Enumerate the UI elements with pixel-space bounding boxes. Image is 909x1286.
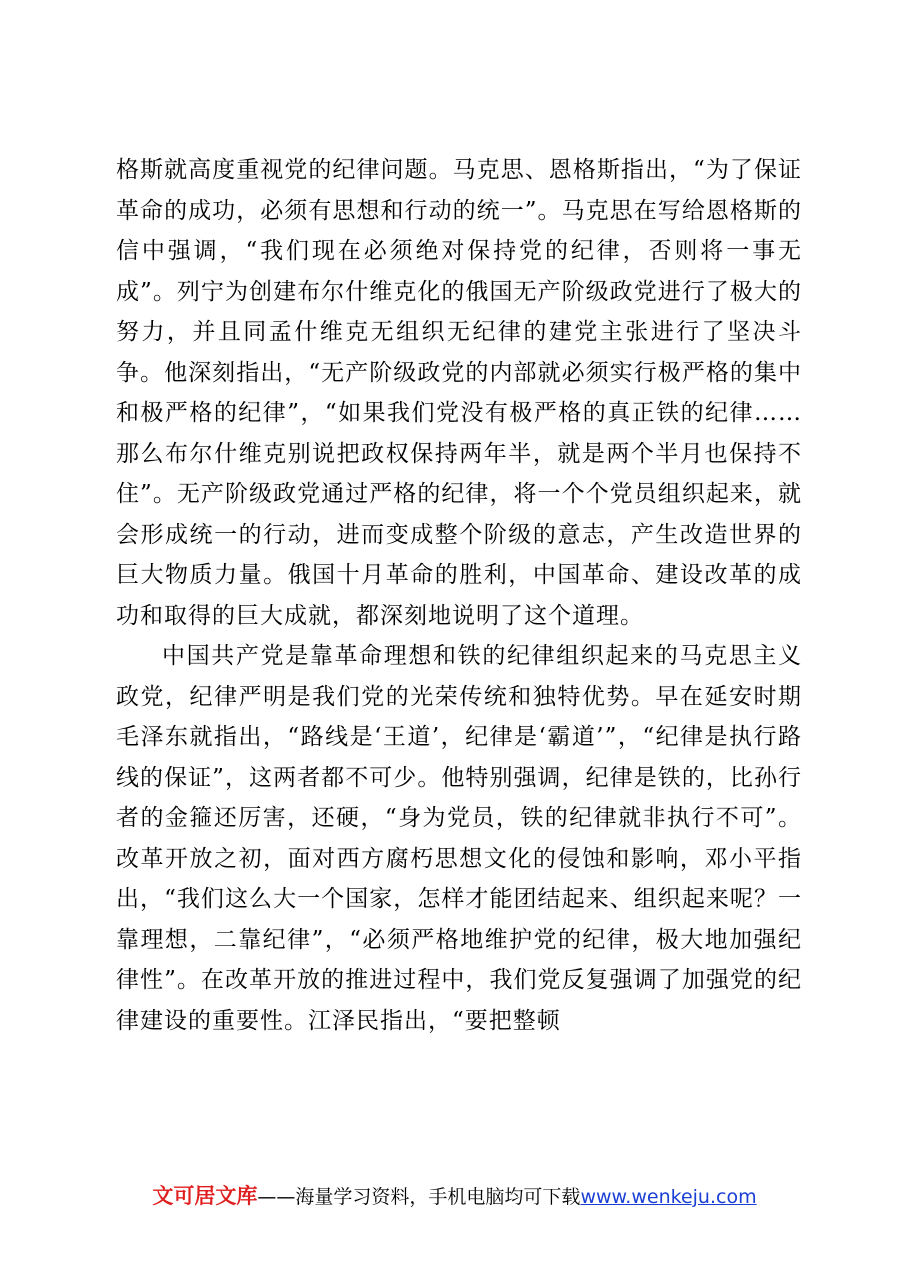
footer-website-link[interactable]: www.wenkeju.com <box>580 1186 757 1208</box>
footer-banner <box>0 1180 909 1210</box>
footer-brand-name: 文可居文库 <box>152 1184 258 1208</box>
paragraph-1: 格斯就高度重视党的纪律问题。马克思、恩格斯指出，“为了保证革命的成功，必须有思想和行动的统一”。马克思在写给恩格斯的信中强调，“我们现在必须绝对保持党的纪律，否则将一事无成”。列宁为创建布尔什维克化的俄国无产阶级政党进行了极大的努力，并且同孟什维克无组织无纪律的建党主张进行了坚决斗争。他深刻指出，“无产阶级政党的内部就必须实行极严格的集中和极严格的纪律”，“如果我们党没有极严格的真正铁的纪律……那么布尔什维克别说把政权保持两年半，就是两个半月也保持不住”。无产阶级政党通过严格的纪律，将一个个党员组织起来，就会形成统一的行动，进而变成整个阶级的意志，产生改造世界的巨大物质力量。俄国十月革命的胜利，中国革命、建设改革的成功和取得的巨大成就，都深刻地说明了这个道理。 <box>116 157 802 629</box>
paragraph-2: 中国共产党是靠革命理想和铁的纪律组织起来的马克思主义政党，纪律严明是我们党的光荣传统和独特优势。早在延安时期毛泽东就指出，“路线是‘王道’，纪律是‘霸道’”，“纪律是执行路线的保证”，这两者都不可少。他特别强调，纪律是铁的，比孙行者的金箍还厉害，还硬，“身为党员，铁的纪律就非执行不可”。改革开放之初，面对西方腐朽思想文化的侵蚀和影响，邓小平指出，“我们这么大一个国家，怎样才能团结起来、组织起来呢？一靠理想，二靠纪律”，“必须严格地维护党的纪律，极大地加强纪律性”。在改革开放的推进过程中，我们党反复强调了加强党的纪律建设的重要性。江泽民指出，“要把整顿 <box>116 643 802 1034</box>
document-body <box>116 150 802 1041</box>
footer-slogan: ——海量学习资料，手机电脑均可下载 <box>257 1186 581 1208</box>
